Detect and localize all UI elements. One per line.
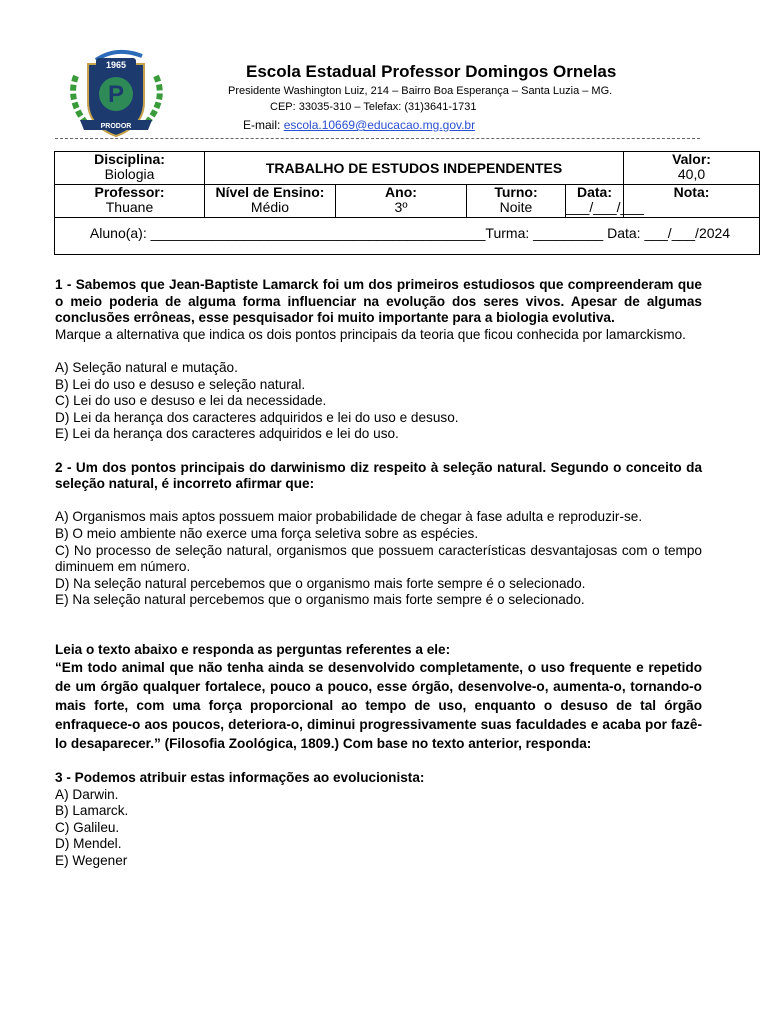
q1-option: E) Lei da herança dos caracteres adquiridos e lei do uso. (55, 426, 399, 442)
nivel-cell (205, 185, 336, 218)
disciplina-label: Disciplina: (94, 151, 165, 167)
q3-option: E) Wegener (55, 853, 128, 869)
data-label: Data: (577, 184, 613, 200)
reading-quote: “Em todo animal que não tenha ainda se desenvolvido completamente, o uso frequente e repetido de um órgão qualquer fortalece, pouco a pouco, esse órgão, desenvolve-o, aumenta-o, tornando-o mais forte, com uma força proporcional ao tempo de uso, enquanto o desuso de tal órgão enfraquece-o aos poucos, deteriora-o, diminui progressivamente suas faculdades e acaba por fazê-lo desaparecer.” (Filosofia Zoológica, 1809.) Com base no texto anterior, responda: (55, 660, 702, 752)
address-line-1: Presidente Washington Luiz, 214 – Bairro Boa Esperança – Santa Luzia – MG. (228, 85, 613, 97)
questions-content (55, 277, 702, 870)
q3-intro: 3 - Podemos atribuir estas informações ao evolucionista: (55, 770, 425, 786)
professor-cell (55, 185, 205, 218)
separator-line (55, 138, 700, 139)
ano-value: 3º (394, 199, 408, 215)
q2-option: D) Na seleção natural percebemos que o organismo mais forte sempre é o selecionado. (55, 575, 586, 591)
assignment-title: TRABALHO DE ESTUDOS INDEPENDENTES (205, 152, 624, 185)
q1-option: D) Lei da herança dos caracteres adquiridos e lei do uso e desuso. (55, 409, 459, 425)
q3-option: A) Darwin. (55, 786, 119, 802)
address-line-2: CEP: 33035-310 – Telefax: (31)3641-1731 (270, 101, 477, 113)
logo-year: 1965 (105, 60, 127, 70)
school-name: Escola Estadual Professor Domingos Ornelas (246, 62, 617, 81)
email-link[interactable]: escola.10669@educacao.mg.gov.br (283, 118, 476, 132)
professor-value: Thuane (105, 199, 154, 215)
professor-label: Professor: (94, 184, 165, 200)
nota-label: Nota: (673, 184, 710, 200)
q3-option: B) Lamarck. (55, 803, 129, 819)
q1-option: A) Seleção natural e mutação. (55, 359, 238, 375)
q1-option: C) Lei do uso e desuso e lei da necessidade. (55, 393, 327, 409)
q3-option: C) Galileu. (55, 819, 120, 835)
disciplina-cell (55, 152, 205, 185)
school-logo (60, 46, 172, 142)
q1-prompt: Marque a alternativa que indica os dois pontos principais da teoria que ficou conhecida por lamarckismo. (55, 326, 686, 342)
data-cell (566, 184, 644, 218)
q2-option: B) O meio ambiente não exerce uma força seletiva sobre as espécies. (55, 525, 479, 541)
nivel-label: Nível de Ensino: (215, 184, 325, 200)
nivel-value: Médio (250, 199, 290, 215)
valor-value: 40,0 (677, 166, 706, 182)
q2-option: A) Organismos mais aptos possuem maior probabilidade de chegar à fase adulta e reproduzir-se. (55, 509, 643, 525)
q1-intro: 1 - Sabemos que Jean-Baptiste Lamarck foi um dos primeiros estudiosos que compreenderam que o meio poderia de alguma forma influenciar na evolução dos seres vivos. Apesar de algumas conclusões errôneas, esse pesquisador foi muito importante para a biologia evolutiva. (55, 277, 702, 326)
ano-label: Ano: (385, 184, 417, 200)
reading-title: Leia o texto abaixo e responda as perguntas referentes a ele: (55, 641, 451, 657)
q3-option: D) Mendel. (55, 836, 122, 852)
email-line (243, 118, 475, 132)
q1-option: B) Lei do uso e desuso e seleção natural. (55, 376, 306, 392)
turno-label: Turno: (494, 184, 538, 200)
q2-option: E) Na seleção natural percebemos que o organismo mais forte sempre é o selecionado. (55, 592, 585, 608)
disciplina-value: Biologia (104, 166, 155, 182)
valor-cell (624, 152, 760, 185)
ano-cell (336, 185, 467, 218)
turno-cell (467, 185, 566, 218)
turno-value: Noite (499, 199, 533, 215)
aluno-line: Aluno(a): ___________________________________________Turma: _________ Data: ___/___/2024 (55, 218, 760, 255)
logo-banner-text: PRODOR (100, 123, 132, 130)
data-value: ___/___/___ (566, 199, 644, 215)
valor-label: Valor: (672, 151, 711, 167)
email-label: E-mail: (243, 118, 281, 132)
q2-intro: 2 - Um dos pontos principais do darwinismo diz respeito à seleção natural. Segundo o conceito da seleção natural, é incorreto afirmar que: (55, 459, 702, 492)
logo-letter: P (107, 81, 125, 108)
info-table (54, 151, 760, 255)
q2-option: C) No processo de seleção natural, organismos que possuem características desvantajosas com o tempo diminuem em número. (55, 542, 702, 575)
